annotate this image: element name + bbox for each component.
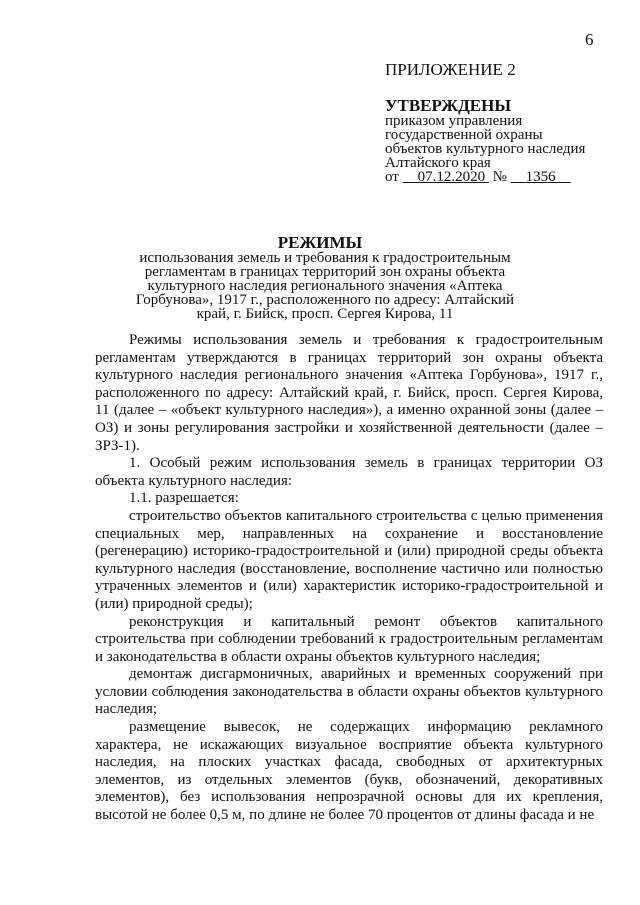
approval-block bbox=[385, 114, 585, 184]
order-date-line bbox=[385, 170, 585, 184]
appendix-label: ПРИЛОЖЕНИЕ 2 bbox=[385, 60, 516, 79]
document-body bbox=[95, 332, 603, 825]
order-number: 1356 bbox=[525, 169, 556, 185]
document-title: РЕЖИМЫ bbox=[277, 233, 363, 252]
paragraph: строительство объектов капитального строительства с целью применения специальных мер, направленных на сохранение и восстановление (регенерацию) историко-градостроительной и (или) природной среды объекта культурного наследия (восстановление, восполнение частично или полностью утраченных элементов и (или) характеристик историко-градостроительной и (или) природной среды); bbox=[95, 507, 603, 612]
approval-line: приказом управления bbox=[385, 113, 523, 129]
approval-line: государственной охраны bbox=[385, 127, 543, 143]
approval-line: Алтайского края bbox=[385, 155, 491, 171]
paragraph: 1. Особый режим использования земель в границах территории ОЗ объекта культурного наследия: bbox=[95, 455, 603, 489]
paragraph: реконструкция и капитальный ремонт объектов капитального строительства при соблюдении требований к градостроительным регламентам и законодательства в области охраны объектов культурного наследия; bbox=[95, 613, 603, 665]
approval-line: объектов культурного наследия bbox=[385, 141, 586, 157]
paragraph: 1.1. разрешается: bbox=[129, 490, 239, 507]
paragraph: размещение вывесок, не содержащих информацию рекламного характера, не искажающих визуальное восприятие объекта культурного наследия, на плоских участках фасада, свободных от архитектурных элементов, из отдельных элементов (букв, обозначений, декоративных элементов), без использования непрозрачной основы для их крепления, высотой не более 0,5 м, по длине не более 70 процентов от длины фасада и не bbox=[95, 719, 603, 824]
page-number: 6 bbox=[585, 30, 594, 49]
paragraph: демонтаж дисгармоничных, аварийных и временных сооружений при условии соблюдения законодательства в области охраны объектов культурного наследия; bbox=[95, 666, 603, 718]
paragraph: Режимы использования земель и требования к градостроительным регламентам утверждаются в границах территорий зон охраны объекта культурного наследия регионального значения «Аптека Горбунова», 1917 г., расположенного по адресу: Алтайский край, г. Бийск, просп. Сергея Кирова, 11 (далее – «объект культурного наследия»), а именно охранной зоны (далее – ОЗ) и зоны регулирования застройки и хозяйственной деятельности (далее – ЗРЗ-1). bbox=[95, 332, 603, 454]
approved-label: УТВЕРЖДЕНЫ bbox=[385, 96, 512, 115]
number-sign: № bbox=[492, 169, 507, 185]
date-prefix: от bbox=[385, 169, 399, 185]
order-date: 07.12.2020 bbox=[417, 169, 486, 185]
document-subtitle: использования земель и требования к градостроительным регламентам в границах территорий зон охраны объекта культурного наследия регионального значения «Аптека Горбунова», 1917 г., расположенного по адресу: Алтайский край, г. Бийск, просп. Сергея Кирова, 11 bbox=[135, 250, 515, 322]
